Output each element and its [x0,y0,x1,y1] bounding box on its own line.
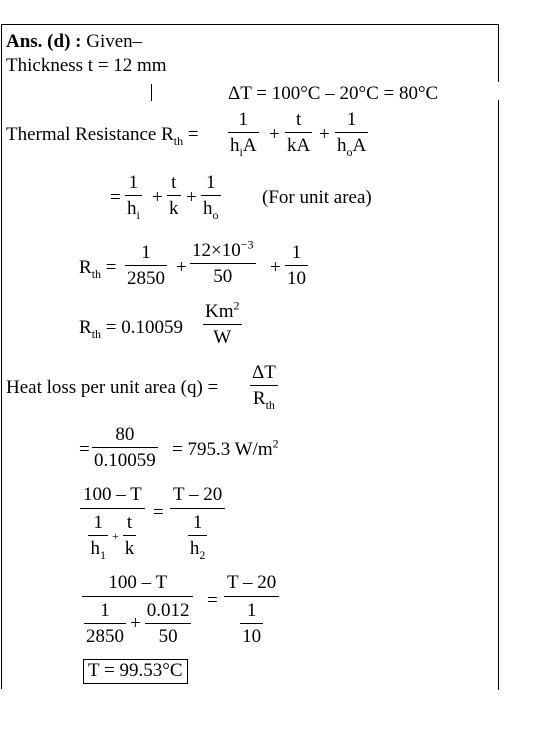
inner-denominator: 2850 [86,626,124,647]
fraction-numerator: t [295,109,302,130]
equation-left-general [80,484,145,562]
equals-sign: = [153,502,164,523]
plus-sign: + [130,613,141,634]
fraction-numerator: 80 [115,424,135,445]
subscript: o [212,207,219,222]
delta-t-line: ΔT = 100°C – 20°C = 80°C [228,83,439,104]
fraction-numerator: 1 [238,109,249,130]
equation-right-general [170,484,225,562]
right-border [498,100,499,690]
inner-numerator: 1 [246,600,257,621]
fraction-t-over-k [167,173,181,218]
inner-fraction [188,512,208,562]
fraction-denominator: W [213,327,232,348]
inner-denominator [188,536,208,562]
area-symbol: A [242,135,257,156]
heat-loss-value: = 795.3 W/m [172,439,273,460]
rth-lhs: $R_{th}$ = [79,257,117,281]
fraction-denominator: 2850 [127,268,165,289]
subscript: o [346,144,353,159]
inner-fraction [88,512,108,562]
subscript: i [136,207,140,222]
equals-sign: = [207,590,218,611]
thickness-line: Thickness t = 12 mm [6,55,167,76]
subscript: 1 [99,547,106,562]
fraction-numerator: 100 – T [108,572,168,593]
heat-loss-result [172,436,279,460]
fraction-denominator: k [169,198,179,219]
fraction-1-over-ho [201,172,221,222]
fraction-thickness-over-k [190,237,256,287]
fraction-denominator [125,196,142,222]
given-text: Given– [86,31,143,52]
fraction-t-over-kA [285,110,312,155]
left-border [1,24,2,689]
equals-sign: = [79,439,90,460]
unit-km: Km [205,301,234,322]
inner-fraction [145,601,192,646]
h-symbol: h [127,198,137,219]
exponent: −3 [240,237,254,252]
fraction-numerator: T – 20 [173,484,223,505]
h-symbol: h [230,135,240,156]
numerator-base: 12×10 [192,240,241,261]
subscript: th [265,397,275,412]
fraction-numerator [203,298,242,324]
answer-heading [6,32,142,51]
fraction-numerator [190,237,256,263]
plus-sign: + [186,187,197,208]
fraction-1-over-hoA [335,109,368,159]
inner-fraction [123,513,137,558]
h-symbol: h [203,198,213,219]
fraction-denominator [82,597,193,646]
plus-sign: + [319,124,330,145]
equation-left-numeric [82,573,193,646]
equals-sign: = [110,187,121,208]
top-border [1,24,499,25]
inner-denominator: k [124,538,135,559]
fraction-numerator: t [171,172,177,193]
r-symbol: R [252,388,266,409]
column-divider [151,84,152,101]
final-answer-box: T = 99.53°C [83,659,188,684]
fraction-denominator [86,509,138,562]
plus-sign: + [111,528,119,543]
h-symbol: h [90,538,100,559]
subscript: i [239,144,243,159]
rth-symbol: R [79,257,92,278]
subscript: 2 [199,547,206,562]
fraction-1-over-hi [125,172,142,222]
fraction-denominator [228,133,259,159]
fraction-denominator [335,133,368,159]
fraction-numerator: ΔT [252,362,276,383]
exponent: 2 [233,298,240,313]
fraction-deltaT-over-rth [250,362,278,412]
fraction-1-over-2850 [125,243,167,288]
answer-label: Ans. (d) : [6,31,82,52]
inner-fraction [240,601,263,646]
h-symbol: h [337,135,347,156]
inner-numerator: 1 [192,512,203,533]
thermal-resistance-lhs: Thermal Resistance $R_{th}$ = [6,124,199,148]
fraction-denominator [238,597,265,646]
fraction-numerator: 100 – T [83,484,142,505]
inner-numerator: 1 [93,512,103,533]
unit-km2-over-w [203,298,242,348]
rth-symbol: R [79,317,92,338]
fraction-denominator [201,196,221,222]
inner-denominator: 10 [242,626,262,647]
fraction-numerator: 1 [128,172,139,193]
fraction-80-over-rth [92,425,158,470]
fraction-denominator: kA [287,135,311,156]
plus-sign: + [152,187,163,208]
subscript: th [91,266,102,281]
rth-subscript: th [173,133,184,148]
exponent: 2 [272,436,279,451]
fraction-denominator: 10 [287,268,306,289]
inner-numerator: 0.012 [146,600,190,621]
inner-denominator [88,536,108,562]
fraction-numerator: 1 [206,172,216,193]
fraction-1-over-10 [285,243,308,288]
fraction-1-over-hiA [228,109,259,159]
right-border-top [498,24,499,82]
equation-right-numeric [224,573,279,646]
thermal-resistance-label: Thermal Resistance R [6,124,174,145]
fraction-denominator [186,509,210,562]
unit-area-note: (For unit area) [262,187,372,208]
inner-denominator: 50 [158,626,178,647]
fraction-numerator: 1 [141,242,151,263]
fraction-numerator: 1 [346,109,357,130]
fraction-numerator: T – 20 [227,572,277,593]
heat-loss-lhs: Heat loss per unit area (q) = [6,377,219,398]
fraction-denominator: 0.10059 [94,450,156,471]
rth-result-lhs: $R_{th} = 0.10059$ [79,317,183,341]
plus-sign: + [269,124,280,145]
area-symbol: A [352,135,367,156]
h-symbol: h [189,538,200,559]
fraction-denominator [251,386,277,412]
plus-sign: + [176,257,187,278]
rth-result-value: 0.10059 [121,317,183,338]
fraction-denominator: 50 [213,266,233,287]
inner-numerator: t [126,512,133,533]
fraction-numerator: 1 [291,242,302,263]
inner-fraction [84,601,126,646]
plus-sign: + [270,257,281,278]
inner-numerator: 1 [100,600,110,621]
subscript: th [91,326,102,341]
